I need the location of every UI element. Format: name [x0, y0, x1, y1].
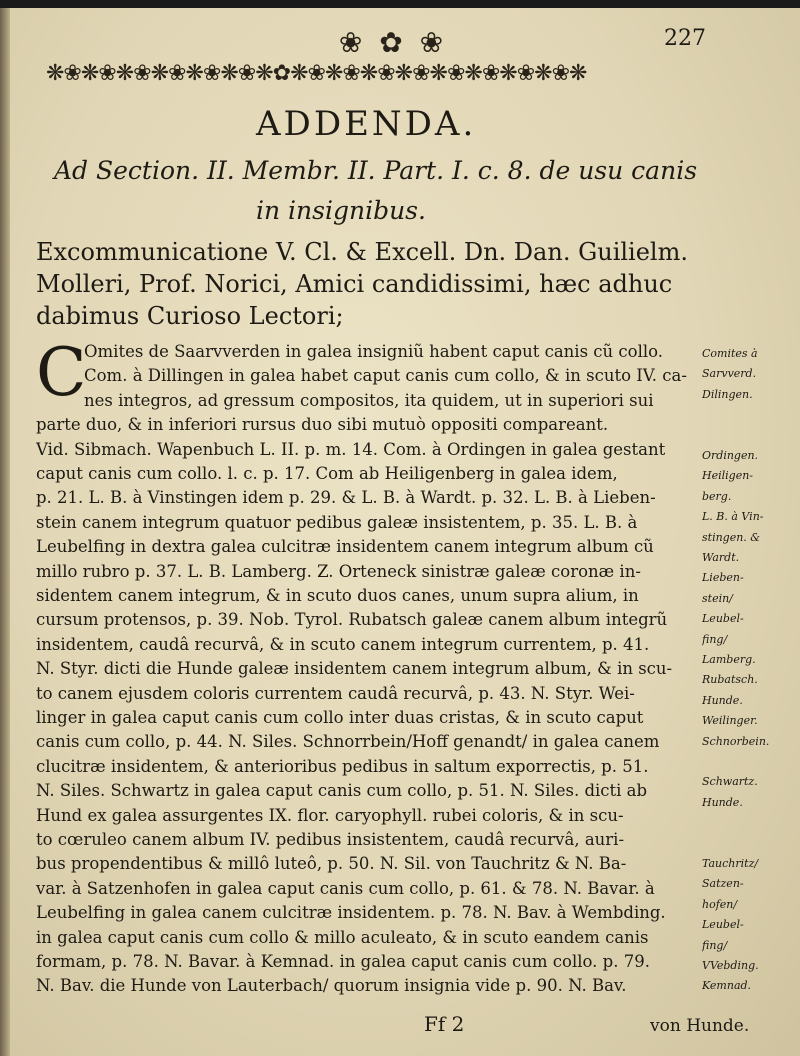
margin-note: Dilingen. [702, 388, 753, 401]
margin-note: Leubel- [702, 919, 744, 932]
text-line: bus propendentibus & millô luteô, p. 50. N. Sil. von Tauchritz & N. Ba- [36, 855, 627, 874]
margin-note: Hunde. [702, 796, 743, 809]
signature-mark: Ff 2 [424, 1012, 465, 1036]
text-line: Com. à Dillingen in galea habet caput canis cum collo, & in scuto IV. ca- [84, 367, 687, 386]
text-line: to canem ejusdem coloris currentem caudâ recurvâ, p. 43. N. Styr. Wei- [36, 684, 635, 703]
text-line: cursum protensos, p. 39. Nob. Tyrol. Rubatsch galeæ canem album integrũ [36, 611, 668, 630]
text-line: insidentem, caudâ recurvâ, & in scuto canem integrum currentem, p. 41. [36, 635, 650, 654]
text-line: N. Styr. dicti die Hunde galeæ insidentem canem integrum album, & in scu- [36, 660, 673, 679]
catchword: von Hunde. [650, 1016, 750, 1036]
ornamental-band: ❋❀❋❀❋❀❋❀❋❀❋❀❋✿❋❀❋❀❋❀❋❀❋❀❋❀❋❀❋❀❋ [46, 62, 587, 86]
margin-note: Ordingen. [702, 450, 759, 462]
intro-line: Excommunicatione V. Cl. & Excell. Dn. Dan. Guilielm. [36, 238, 688, 266]
text-line: formam, p. 78. N. Bavar. à Kemnad. in galea caput canis cum collo. p. 79. [36, 953, 650, 971]
margin-note: stingen. & [702, 531, 761, 544]
page-title: ADDENDA. [256, 104, 477, 144]
margin-note: fing/ [702, 633, 728, 646]
margin-note: fing/ [702, 939, 728, 952]
section-reference-continued: in insignibus. [256, 196, 426, 225]
margin-note: Leubel- [702, 613, 744, 626]
section-reference: Ad Section. II. Membr. II. Part. I. c. 8. de usu canis [54, 156, 698, 185]
text-line: caput canis cum collo. l. c. p. 17. Com ab Heiligenberg in galea idem, [36, 465, 618, 483]
margin-note: Satzen- [702, 878, 744, 891]
margin-note: Kemnad. [702, 980, 752, 993]
text-line: p. 21. L. B. à Vinstingen idem p. 29. & L. B. à Wardt. p. 32. L. B. à Lieben- [36, 489, 656, 508]
margin-note: Schwartz. [702, 776, 758, 789]
margin-note: Weilinger. [702, 715, 758, 728]
text-line: linger in galea caput canis cum collo inter duas cristas, & in scuto caput [36, 709, 644, 727]
margin-note: Lieben- [702, 572, 744, 585]
text-line: N. Siles. Schwartz in galea caput canis cum collo, p. 51. N. Siles. dicti ab [36, 782, 648, 801]
margin-note: Tauchritz/ [702, 858, 759, 870]
margin-note: Comites à [702, 348, 758, 360]
text-line: Omites de Saarvverden in galea insigniũ habent caput canis cũ collo. [84, 343, 664, 361]
text-line: sidentem canem integrum, & in scuto duos canes, unum supra alium, in [36, 587, 639, 605]
text-line: Hund ex galea assurgentes IX. flor. caryophyll. rubei coloris, & in scu- [36, 806, 624, 825]
text-line: var. à Satzenhofen in galea caput canis cum collo, p. 61. & 78. N. Bavar. à [36, 879, 655, 898]
margin-note: Heiligen- [702, 470, 754, 483]
margin-note: berg. [702, 490, 732, 503]
margin-note: Schnorbein. [702, 735, 770, 748]
text-line: Leubelfing in galea canem culcitræ insidentem. p. 78. N. Bav. à Wembding. [36, 904, 666, 923]
text-line: to cœruleo canem album IV. pedibus insistentem, caudâ recurvâ, auri- [36, 831, 625, 849]
text-line: in galea caput canis cum collo & millo aculeato, & in scuto eandem canis [36, 928, 649, 947]
intro-line: dabimus Curioso Lectori; [36, 302, 344, 330]
margin-note: Sarvverd. [702, 368, 757, 381]
text-line: stein canem integrum quatuor pedibus galeæ insistentem, p. 35. L. B. à [36, 513, 638, 532]
header-ornament: ❀ ✿ ❀ [338, 26, 448, 59]
drop-cap: C [36, 334, 87, 411]
margin-note: Rubatsch. [702, 674, 758, 687]
scan-top-border [0, 0, 800, 8]
page-number: 227 [664, 26, 706, 51]
margin-note: VVebding. [702, 960, 759, 972]
text-line: Leubelfing in dextra galea culcitræ insidentem canem integrum album cũ [36, 538, 654, 557]
text-line: Vid. Sibmach. Wapenbuch L. II. p. m. 14. Com. à Ordingen in galea gestant [36, 440, 666, 459]
text-line: N. Bav. die Hunde von Lauterbach/ quorum insignia vide p. 90. N. Bav. [36, 977, 627, 996]
text-line: millo rubro p. 37. L. B. Lamberg. Z. Orteneck sinistræ galeæ coronæ in- [36, 562, 641, 581]
margin-note: stein/ [702, 592, 733, 605]
margin-note: L. B. à Vin- [702, 511, 764, 524]
intro-line: Molleri, Prof. Norici, Amici candidissimi, hæc adhuc [36, 270, 673, 298]
text-line: nes integros, ad gressum compositos, ita quidem, ut in superiori sui [84, 391, 654, 410]
text-line: parte duo, & in inferiori rursus duo sibi mutuò oppositi compareant. [36, 416, 609, 435]
text-line: clucitræ insidentem, & anterioribus pedibus in saltum exporrectis, p. 51. [36, 757, 649, 776]
margin-note: hofen/ [702, 898, 738, 911]
text-line: canis cum collo, p. 44. N. Siles. Schnorrbein/Hoff genandt/ in galea canem [36, 733, 660, 752]
margin-note: Hunde. [702, 694, 743, 707]
margin-note: Lamberg. [702, 654, 756, 666]
margin-note: Wardt. [702, 552, 740, 564]
page-binding-edge [0, 0, 10, 1056]
